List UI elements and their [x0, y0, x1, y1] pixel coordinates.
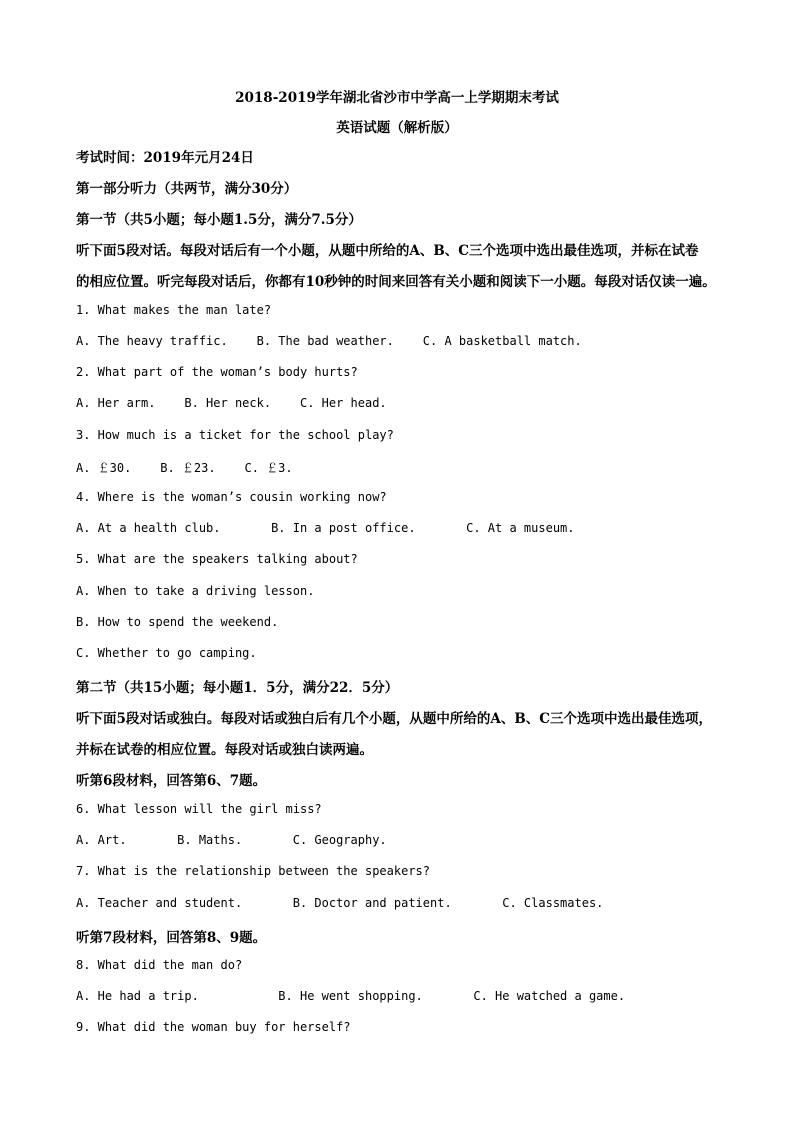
question-7: 7. What is the relationship between the speakers?: [76, 864, 431, 878]
question-7-options: A. Teacher and student. B. Doctor and patient. C. Classmates.: [76, 896, 604, 910]
question-4: 4. Where is the woman’s cousin working now?: [76, 490, 387, 504]
question-5-option-b: B. How to spend the weekend.: [76, 615, 279, 629]
section1-heading: 第一节（共5小题；每小题1.5分，满分7.5分）: [76, 212, 362, 228]
question-1: 1. What makes the man late?: [76, 303, 272, 317]
question-9: 9. What did the woman buy for herself?: [76, 1020, 351, 1034]
material-6-heading: 听第6段材料，回答第6、7题。: [76, 773, 267, 789]
question-3-options: A. ￡30. B. ￡23. C. ￡3.: [76, 461, 293, 475]
question-2: 2. What part of the woman’s body hurts?: [76, 365, 358, 379]
section2-heading: 第二节（共15小题；每小题1．5分，满分22．5分）: [76, 680, 399, 696]
section2-instruction-line1: 听下面5段对话或独白。每段对话或独白后有几个小题，从题中所给的A、B、C三个选项中选出最佳选项，: [76, 711, 713, 727]
exam-time: 考试时间：2019年元月24日: [76, 150, 254, 166]
question-3: 3. How much is a ticket for the school play?: [76, 428, 394, 442]
section1-instruction-line1: 听下面5段对话。每段对话后有一个小题，从题中所给的A、B、C三个选项中选出最佳选项，并标在试卷: [76, 243, 699, 259]
section2-instruction-line2: 并标在试卷的相应位置。每段对话或独白读两遍。: [76, 742, 373, 758]
question-2-options: A. Her arm. B. Her neck. C. Her head.: [76, 396, 387, 410]
part1-heading: 第一部分听力（共两节，满分30分）: [76, 181, 298, 197]
question-5: 5. What are the speakers talking about?: [76, 552, 358, 566]
question-5-option-a: A. When to take a driving lesson.: [76, 584, 315, 598]
section1-instruction-line2: 的相应位置。听完每段对话后，你都有10秒钟的时间来回答有关小题和阅读下一小题。每段对话仅读一遍。: [76, 274, 716, 290]
question-4-options: A. At a health club. B. In a post office. C. At a museum.: [76, 521, 575, 535]
document-subtitle: 英语试题（解析版）: [336, 120, 458, 136]
question-6: 6. What lesson will the girl miss?: [76, 802, 322, 816]
question-1-options: A. The heavy traffic. B. The bad weather. C. A basketball match.: [76, 334, 582, 348]
document-title: 2018-2019学年湖北省沙市中学高一上学期期末考试: [235, 90, 559, 106]
question-6-options: A. Art. B. Maths. C. Geography.: [76, 833, 387, 847]
question-8-options: A. He had a trip. B. He went shopping. C. He watched a game.: [76, 989, 626, 1003]
question-5-option-c: C. Whether to go camping.: [76, 646, 257, 660]
material-7-heading: 听第7段材料，回答第8、9题。: [76, 930, 267, 946]
question-8: 8. What did the man do?: [76, 958, 243, 972]
